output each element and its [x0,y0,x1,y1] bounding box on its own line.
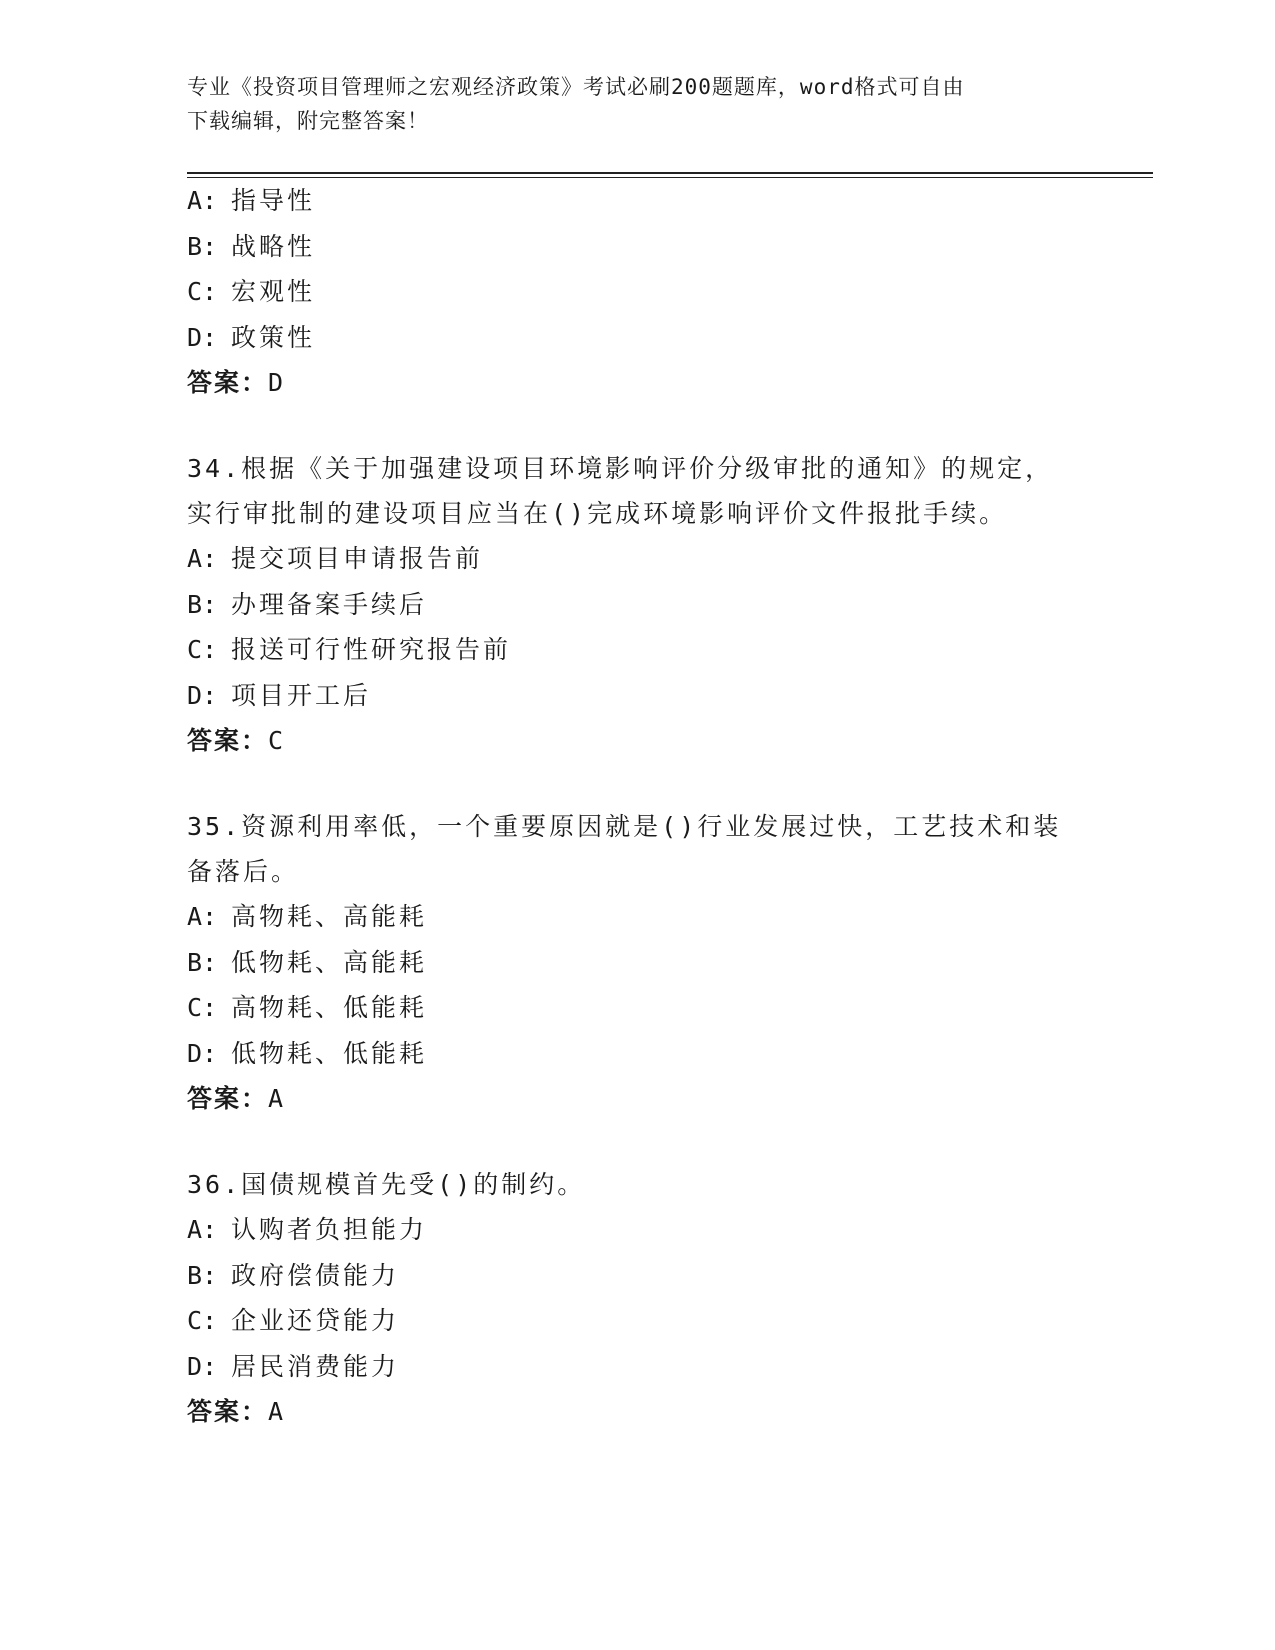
question-34 [187,446,1157,764]
option-a: A: 高物耗、高能耗 [187,902,428,931]
option-d: D: 居民消费能力 [187,1351,400,1381]
question-text: 34.根据《关于加强建设项目环境影响评价分级审批的通知》的规定， 实行审批制的建设项目应当在()完成环境影响评价文件报批手续。 [187,454,1054,528]
question-text: 35.资源利用率低，一个重要原因就是()行业发展过快，工艺技术和装 备落后。 [187,812,1062,886]
option-a: A: 认购者负担能力 [187,1215,428,1244]
option-b: B: 战略性 [187,231,316,261]
option-c: C: 企业还贷能力 [187,1306,400,1335]
question-36 [187,1162,1157,1435]
answer-line: 答案：D [187,368,286,397]
document-page [187,70,1157,1435]
option-b: B: 办理备案手续后 [187,589,428,619]
option-b: B: 低物耗、高能耗 [187,947,428,977]
question-text: 36.国债规模首先受()的制约。 [187,1170,586,1199]
answer-line: 答案：C [187,726,286,755]
document-header [187,70,1067,138]
answer-line: 答案：A [187,1084,286,1113]
option-a: A: 指导性 [187,186,316,215]
option-c: C: 报送可行性研究报告前 [187,635,512,664]
question-33-continued [187,178,1157,406]
answer-line: 答案：A [187,1397,286,1426]
option-b: B: 政府偿债能力 [187,1260,400,1290]
question-35 [187,804,1157,1122]
option-d: D: 低物耗、低能耗 [187,1038,428,1068]
option-d: D: 政策性 [187,322,316,352]
option-a: A: 提交项目申请报告前 [187,544,484,573]
header-line-1: 专业《投资项目管理师之宏观经济政策》考试必刷200题题库，word格式可自由 [187,75,965,99]
option-d: D: 项目开工后 [187,680,372,710]
option-c: C: 宏观性 [187,277,316,306]
header-line-2: 下载编辑，附完整答案！ [187,109,429,133]
option-c: C: 高物耗、低能耗 [187,993,428,1022]
